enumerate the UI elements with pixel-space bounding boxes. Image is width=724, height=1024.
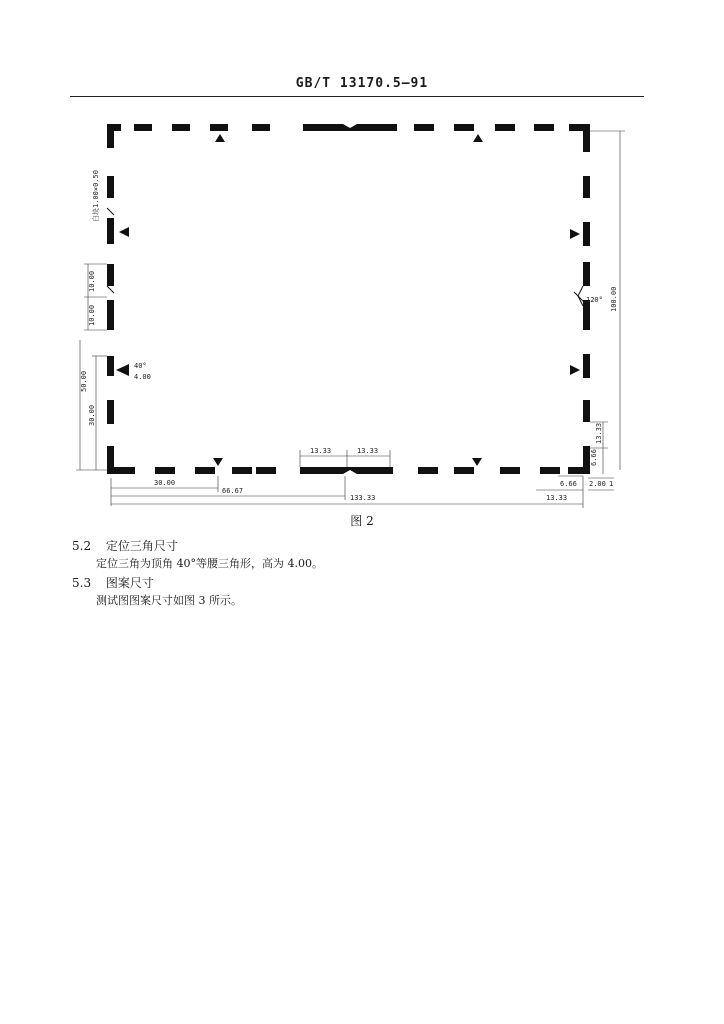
angle-40: 40° — [134, 362, 147, 370]
section-5-2-text: 定位三角为顶角 40°等腰三角形，高为 4.00。 — [96, 557, 323, 570]
section-title: 定位三角尺寸 — [105, 539, 178, 553]
white-bar-label: 白块1.00×0.50 — [92, 170, 100, 222]
dim-50: 50.00 — [80, 370, 88, 392]
triangle-left-top — [119, 227, 129, 237]
dim-10-top: 10.00 — [88, 270, 96, 292]
dim-6-bottom: 6.66 — [560, 480, 577, 488]
section-number: 5.2 — [72, 539, 92, 553]
dim-6-right: 6.66 — [590, 449, 598, 466]
triangle-left-bottom — [116, 364, 129, 376]
dim-66: 66.67 — [222, 487, 244, 495]
dim-30-left: 30.00 — [88, 404, 96, 426]
section-title: 图案尺寸 — [105, 576, 154, 590]
triangle-right-top — [570, 229, 580, 239]
triangle-right-bottom — [570, 365, 580, 375]
section-5-3-text: 测试图图案尺寸如图 3 所示。 — [96, 594, 242, 607]
dim-13-top-a: 13.33 — [310, 447, 332, 455]
triangle-bottom-left — [213, 458, 223, 466]
dim-1: 1 — [609, 480, 614, 488]
dim-100: 100.00 — [610, 286, 618, 312]
height-4: 4.00 — [134, 373, 151, 381]
left-border — [107, 124, 114, 474]
dim-2: 2.00 — [589, 480, 606, 488]
dim-13-bottom: 13.33 — [546, 494, 568, 502]
triangle-bottom-right — [472, 458, 482, 466]
figure-caption: 图 2 — [350, 514, 374, 528]
section-5-3-heading — [72, 574, 154, 591]
dim-133: 133.33 — [350, 494, 376, 502]
dim-13-top-b: 13.33 — [357, 447, 379, 455]
angle-120: 120° — [586, 296, 603, 304]
dimension-lines — [76, 131, 625, 508]
bottom-border — [107, 467, 590, 474]
top-border — [107, 124, 590, 131]
triangle-top-right — [473, 134, 483, 142]
positioning-triangles — [116, 134, 580, 466]
section-5-2-heading — [72, 537, 178, 554]
document-header: GB/T 13170.5—91 — [295, 76, 429, 91]
triangle-top-left — [215, 134, 225, 142]
dim-13-right: 13.33 — [595, 422, 603, 444]
dim-30-bottom: 30.00 — [154, 479, 176, 487]
section-number: 5.3 — [72, 576, 92, 590]
dim-10-bottom: 10.00 — [88, 304, 96, 326]
